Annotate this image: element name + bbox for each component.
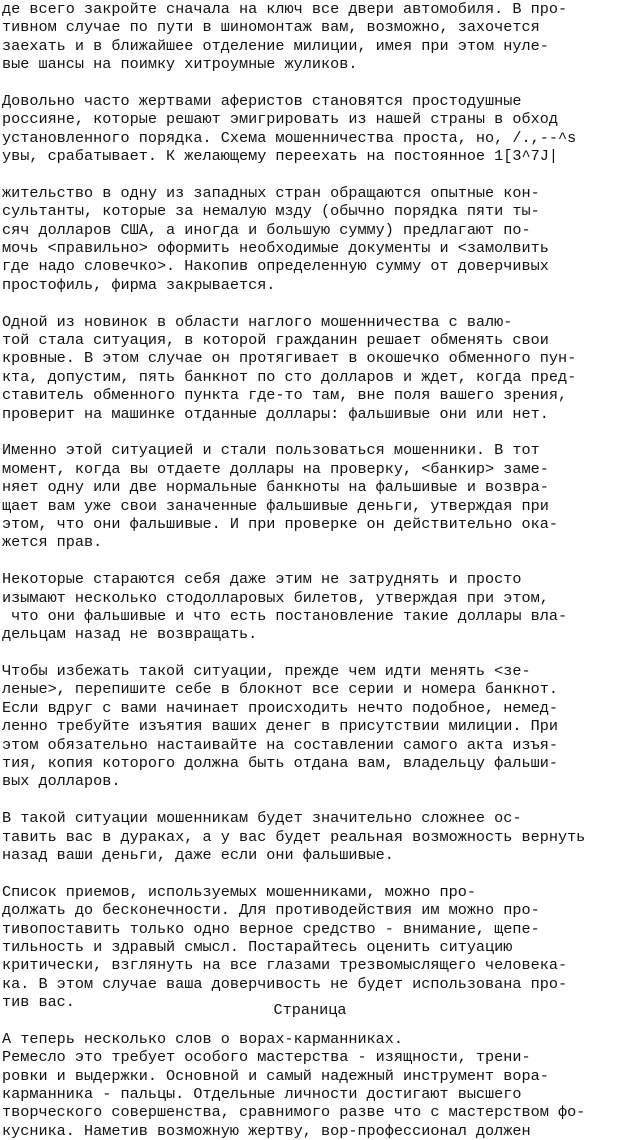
text-line: вые шансы на поимку хитроумные жуликов. xyxy=(2,55,358,74)
text-line: Чтобы избежать такой ситуации, прежде чем идти менять <зе- xyxy=(2,662,531,681)
text-line: кровные. В этом случае он протягивает в окошечко обменного пун- xyxy=(2,349,577,368)
text-line: Если вдруг с вами начинает происходить нечто подобное, немед- xyxy=(2,698,558,717)
text-line: вых долларов. xyxy=(2,772,121,791)
text-line: заехать и в ближайшее отделение милиции, имея при этом нуле- xyxy=(2,36,549,55)
text-line: той стала ситуация, в которой гражданин решает обменять свои xyxy=(2,331,549,350)
text-line: карманника - пальцы. Отдельные личности достигают высшего xyxy=(2,1085,522,1104)
text-line: Некоторые стараются себя даже этим не затруднять и просто xyxy=(2,570,522,589)
text-line: ставитель обменного пункта где-то там, вне поля вашего зрения, xyxy=(2,386,568,405)
text-line: тивном случае по пути в шиномонтаж вам, возможно, захочется xyxy=(2,18,540,37)
text-line: кусника. Наметив возможную жертву, вор-профессионал должен xyxy=(2,1121,531,1140)
text-line: Именно этой ситуацией и стали пользоваться мошенники. В тот xyxy=(2,441,540,460)
text-line: критически, взглянуть на все глазами трезвомыслящего человека- xyxy=(2,956,568,975)
text-line: простофиль, фирма закрывается. xyxy=(2,275,276,294)
text-line: увы, срабатывает. К желающему переехать на постоянное 1[3^7J| xyxy=(2,147,558,166)
text-line: проверит на машинке отданные доллары: фальшивые они или нет. xyxy=(2,404,549,423)
paragraph xyxy=(2,809,618,864)
text-line: сяч долларов США, а иногда и большую сумму) предлагают по- xyxy=(2,220,531,239)
text-line: А теперь несколько слов о ворах-карманниках. xyxy=(2,1029,404,1048)
text-line: Список приемов, используемых мошенниками, можно про- xyxy=(2,882,476,901)
text-line: установленного порядка. Схема мошенничества проста, но, /.,--^s xyxy=(2,128,577,147)
text-line: тавить вас в дураках, а у вас будет реальная возможность вернуть xyxy=(2,827,586,846)
text-line: тильность и здравый смысл. Постарайтесь оценить ситуацию xyxy=(2,937,513,956)
text-line: тия, копия которого должна быть отдана вам, владельцу фальши- xyxy=(2,754,558,773)
text-line: назад ваши деньги, даже если они фальшивые. xyxy=(2,845,394,864)
text-line: Ремесло это требует особого мастерства - изящности, трени- xyxy=(2,1048,531,1067)
paragraph xyxy=(2,1030,618,1140)
text-line: этом, что они фальшивые. И при проверке он действительно ока- xyxy=(2,514,558,533)
text-line: няет одну или две нормальные банкноты на фальшивые и возвра- xyxy=(2,478,549,497)
paragraph xyxy=(2,313,618,423)
text-line: должать до бесконечности. Для противодействия им можно про- xyxy=(2,901,540,920)
text-line: жется прав. xyxy=(2,533,103,552)
text-line: сультанты, которые за немалую мзду (обычно порядка пяти ты- xyxy=(2,202,540,221)
text-line: В такой ситуации мошенникам будет значительно сложнее ос- xyxy=(2,809,522,828)
text-line: изымают несколько стодолларовых билетов, утверждая при этом, xyxy=(2,588,549,607)
paragraph xyxy=(2,441,618,551)
paragraph xyxy=(2,570,618,644)
text-line: кта, допустим, пять банкнот по сто долларов и ждет, когда пред- xyxy=(2,367,577,386)
text-line: ровки и выдержки. Основной и самый надежный инструмент вора- xyxy=(2,1066,549,1085)
page-footer-label: Страница xyxy=(273,1001,347,1019)
paragraph xyxy=(2,0,618,74)
text-line: творческого совершенства, сравнимого разве что с мастерством фо- xyxy=(2,1103,586,1122)
text-line: тивопоставить только одно верное средство - внимание, щепе- xyxy=(2,919,540,938)
text-line: Довольно часто жертвами аферистов становятся простодушные xyxy=(2,91,522,110)
text-line: мочь <правильно> оформить необходимые документы и <замолвить xyxy=(2,239,549,258)
text-line: ка. В этом случае ваша доверчивость не будет использована про- xyxy=(2,974,568,993)
text-line: де всего закройте сначала на ключ все двери автомобиля. В про- xyxy=(2,0,568,18)
paragraph xyxy=(2,662,618,791)
text-line: щает вам уже свои заначенные фальшивые деньги, утверждая при xyxy=(2,496,549,515)
page-footer xyxy=(0,1001,620,1019)
text-line: дельцам назад не возвращать. xyxy=(2,625,258,644)
text-line: момент, когда вы отдаете доллары на проверку, <банкир> заме- xyxy=(2,459,549,478)
document-body xyxy=(2,0,618,1140)
text-line: Одной из новинок в области наглого мошенничества с валю- xyxy=(2,312,513,331)
text-line: этом обязательно настаивайте на составлении самого акта изъя- xyxy=(2,735,558,754)
text-line: россияне, которые решают эмигрировать из нашей страны в обход xyxy=(2,110,558,129)
text-line: жительство в одну из западных стран обращаются опытные кон- xyxy=(2,183,540,202)
text-line: что они фальшивые и что есть постановление такие доллары вла- xyxy=(2,606,568,625)
text-line: где надо словечко>. Накопив определенную сумму от доверчивых xyxy=(2,257,549,276)
text-line: леные>, перепишите себе в блокнот все серии и номера банкнот. xyxy=(2,680,558,699)
text-line: тив вас. xyxy=(2,993,75,1012)
paragraph xyxy=(2,184,618,294)
paragraph xyxy=(2,883,618,1012)
text-line: ленно требуйте изъятия ваших денег в присутствии милиции. При xyxy=(2,717,558,736)
paragraph xyxy=(2,92,618,166)
